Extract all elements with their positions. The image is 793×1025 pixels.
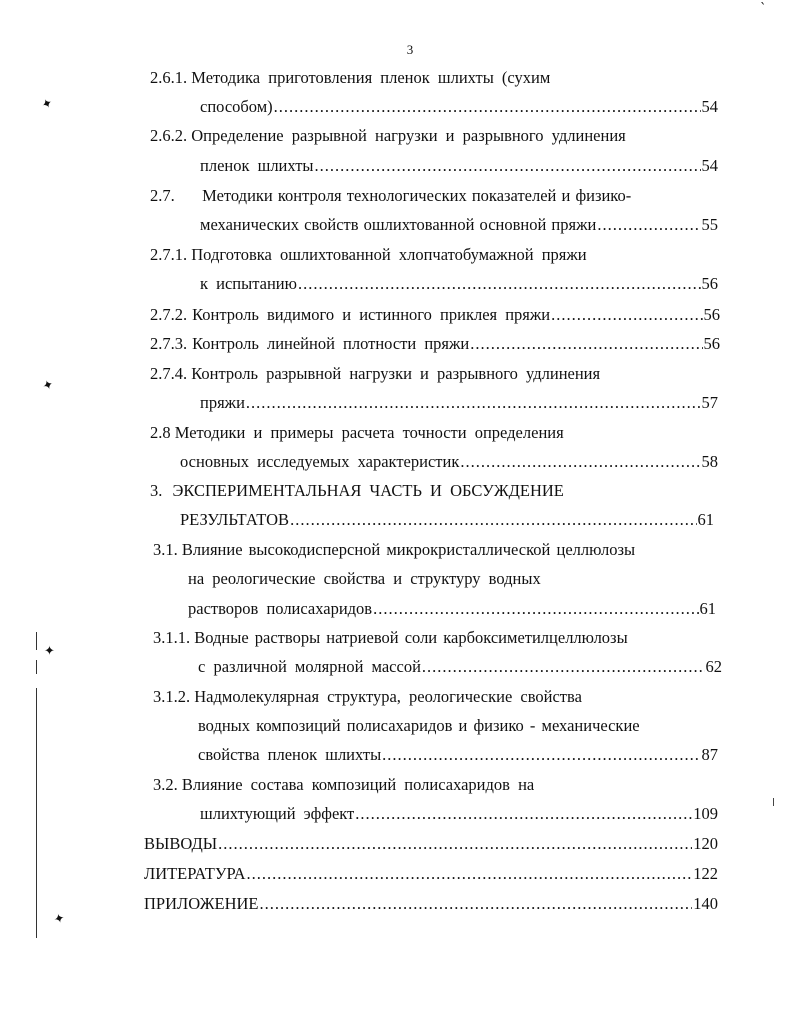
toc-page: 56 [701,274,718,293]
toc-title-cont: свойства пленок шлихты [198,745,382,764]
margin-line [36,688,37,938]
toc-title: Подготовка ошлихтованной хлопчатобумажной пряжи [191,245,587,264]
binding-mark-icon: ✦ [44,644,55,659]
toc-entry-3-1-1-cont [198,656,722,678]
toc-title: Определение разрывной нагрузки и разрывного удлинения [191,126,626,145]
toc-title-cont: водных композиций полисахаридов и физико - механические [198,716,640,735]
toc-entry-3-1-2 [153,686,673,708]
toc-entry-appendix [144,893,718,915]
toc-title-cont: растворов полисахаридов [188,599,373,618]
toc-entry-conclusions [144,833,718,855]
toc-number: 3.2. [153,775,178,794]
toc-entry-3-2 [153,774,673,796]
toc-title-cont: способом) [200,97,273,116]
toc-title: ЭКСПЕРИМЕНТАЛЬНАЯ ЧАСТЬ И ОБСУЖДЕНИЕ [172,481,564,500]
toc-number: 2.7.1. [150,245,188,264]
toc-title: Влияние состава композиций полисахаридов на [181,775,535,794]
toc-entry-2-7-3 [150,333,720,355]
toc-page: 122 [693,864,718,883]
toc-number: 2.6.2. [150,126,188,145]
toc-entry-3-cont [180,509,714,531]
toc-title-cont: с различной молярной массой [198,657,421,676]
toc-title-cont: основных исследуемых характеристик [180,452,460,471]
leader-dots [460,451,700,473]
margin-line [36,660,37,674]
leader-dots [382,744,700,766]
toc-title-cont: РЕЗУЛЬТАТОВ [180,510,290,529]
toc-page: 54 [701,97,718,116]
scan-speck [773,798,774,806]
toc-entry-2-6-2 [150,125,710,147]
toc-entry-3-1 [153,539,713,561]
toc-entry-literature [144,863,718,885]
margin-line [36,632,37,650]
toc-page: 120 [693,834,718,853]
toc-entry-2-7-4 [150,363,710,385]
toc-entry-2-6-1 [150,67,670,89]
toc-page: 61 [697,510,714,529]
toc-title-cont: механических свойств ошлихтованной основной пряжи [200,215,597,234]
toc-page: 56 [703,305,720,324]
toc-title: Влияние высокодисперсной микрокристаллической целлюлозы [181,540,636,559]
toc-entry-3-1-1 [153,627,713,649]
page-number: 3 [406,42,414,57]
toc-title: Надмолекулярная структура, реологические свойства [194,687,582,706]
toc-entry-3-2-cont [200,803,718,825]
toc-number: 3. [150,481,163,500]
toc-number: 3.1.2. [153,687,191,706]
binding-mark-icon: ✦ [39,95,56,114]
toc-entry-3-1-cont [188,568,688,590]
leader-dots [551,304,702,326]
leader-dots [470,333,702,355]
leader-dots [259,893,692,915]
toc-entry-2-7-1-cont [200,273,718,295]
toc-title: Контроль разрывной нагрузки и разрывного удлинения [191,364,601,383]
toc-number: 2.8 [150,423,171,442]
toc-page: 55 [701,215,718,234]
toc-number: 2.7. [150,186,175,205]
toc-title-cont: на реологические свойства и структуру водных [188,569,541,588]
leader-dots [274,96,701,118]
toc-entry-3-1-2-cont [198,715,738,737]
toc-number: 2.7.4. [150,364,188,383]
toc-title: ПРИЛОЖЕНИЕ [144,894,259,913]
toc-entry-2-7-1 [150,244,670,266]
toc-page: 56 [703,334,720,353]
toc-page: 109 [693,804,718,823]
toc-page: 58 [701,452,718,471]
binding-mark-icon: ✦ [52,910,67,929]
toc-title-cont: пряжи [200,393,245,412]
toc-entry-2-7-cont [200,214,718,236]
toc-entry-2-7-4-cont [200,392,718,414]
toc-entry-2-6-1-cont [200,96,718,118]
leader-dots [355,803,692,825]
toc-entry-2-8 [150,422,670,444]
toc-number: 2.7.3. [150,334,188,353]
toc-title: Методика приготовления пленок шлихты (сухим [191,68,551,87]
leader-dots [218,833,692,855]
toc-number: 2.7.2. [150,305,188,324]
leader-dots [247,863,693,885]
leader-dots [597,214,700,236]
toc-entry-3 [150,480,670,502]
leader-dots [373,598,698,620]
toc-title-cont: шлихтующий эффект [200,804,355,823]
toc-page: 54 [701,156,718,175]
toc-entry-2-6-2-cont [200,155,718,177]
toc-number: 2.6.1. [150,68,188,87]
toc-entry-3-1-2-cont2 [198,744,718,766]
toc-entry-2-7-2 [150,304,720,326]
leader-dots [315,155,701,177]
toc-title: ВЫВОДЫ [144,834,218,853]
toc-number: 3.1.1. [153,628,191,647]
toc-entry-2-8-cont [180,451,718,473]
toc-title: ЛИТЕРАТУРА [144,864,246,883]
leader-dots [290,509,696,531]
toc-title-cont: к испытанию [200,274,297,293]
toc-page: 87 [701,745,718,764]
toc-page: 62 [705,657,722,676]
toc-title: Контроль видимого и истинного приклея пряжи [192,305,551,324]
toc-entry-3-1-cont2 [188,598,716,620]
toc-title: Методики контроля технологических показателей и физико- [202,186,632,205]
toc-number: 3.1. [153,540,178,559]
leader-dots [298,273,701,295]
toc-page: 140 [693,894,718,913]
toc-title: Водные растворы натриевой соли карбоксиметилцеллюлозы [194,628,628,647]
toc-title: Методики и примеры расчета точности определения [174,423,564,442]
toc-title-cont: пленок шлихты [200,156,314,175]
toc-page: 61 [699,599,716,618]
corner-mark-icon: ˋ [760,2,767,17]
leader-dots [246,392,701,414]
toc-page: 57 [701,393,718,412]
toc-entry-2-7 [150,185,710,207]
binding-mark-icon: ✦ [39,374,56,393]
leader-dots [422,656,705,678]
toc-title: Контроль линейной плотности пряжи [192,334,470,353]
